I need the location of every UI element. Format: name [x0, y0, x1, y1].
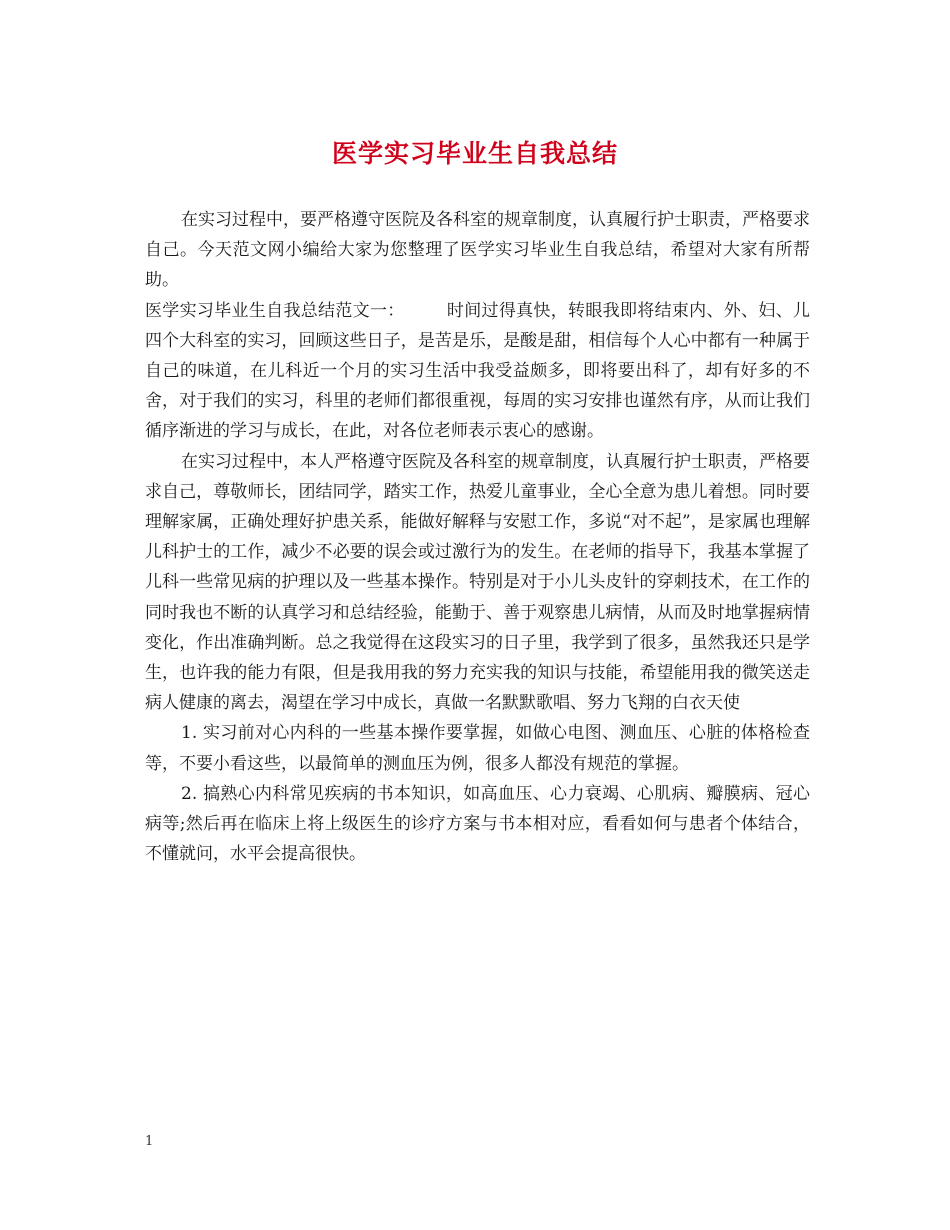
list-item-1: 1. 实习前对心内科的一些基本操作要掌握，如做心电图、测血压、心脏的体格检查等，不要小看这些，以最简单的测血压为例，很多人都没有规范的掌握。	[145, 723, 810, 774]
paragraph-1-text: 时间过得真快，转眼我即将结束内、外、妇、儿四个大科室的实习，回顾这些日子，是苦是乐，是酸是甜，相信每个人心中都有一种属于自己的味道，在儿科近一个月的实习生活中我受益颇多，即将要出科了，却有好多的不舍，对于我们的实习，科里的老师们都很重视，每周的实习安排也谨然有序，从而让我们循序渐进的学习与成长，在此，对各位老师表示衷心的感谢。	[145, 300, 811, 442]
list-item-2: 2. 搞熟心内科常见疾病的书本知识，如高血压、心力衰竭、心肌病、瓣膜病、冠心病等;然后再在临床上将上级医生的诊疗方案与书本相对应，看看如何与患者个体结合，不懂就问，水平会提高很快。	[145, 783, 810, 865]
page-number: 1	[145, 1134, 154, 1149]
sample-paragraph-1	[145, 296, 810, 447]
document-title: 医学实习毕业生自我总结	[331, 139, 618, 168]
paragraph-2: 在实习过程中，本人严格遵守医院及各科室的规章制度，认真履行护士职责，严格要求自己，尊敬师长，团结同学，踏实工作，热爱儿童事业，全心全意为患儿着想。同时要理解家属，正确处理好护患关系，能做好解释与安慰工作，多说“对不起”，是家属也理解儿科护士的工作，减少不必要的误会或过激行为的发生。在老师的指导下，我基本掌握了儿科一些常见病的护理以及一些基本操作。特别是对于小儿头皮针的穿刺技术，在工作的同时我也不断的认真学习和总结经验，能勤于、善于观察患儿病情，从而及时地掌握病情变化，作出准确判断。总之我觉得在这段实习的日子里，我学到了很多，虽然我还只是学生，也许我的能力有限，但是我用我的努力充实我的知识与技能，希望能用我的微笑送走病人健康的离去，渴望在学习中成长，真做一名默默歌唱、努力飞翔的白衣天使	[145, 451, 810, 714]
intro-paragraph: 在实习过程中，要严格遵守医院及各科室的规章制度，认真履行护士职责，严格要求自己。今天范文网小编给大家为您整理了医学实习毕业生自我总结，希望对大家有所帮助。	[145, 210, 810, 291]
sample-heading: 医学实习毕业生自我总结范文一：	[145, 300, 405, 321]
document-body	[145, 205, 810, 869]
